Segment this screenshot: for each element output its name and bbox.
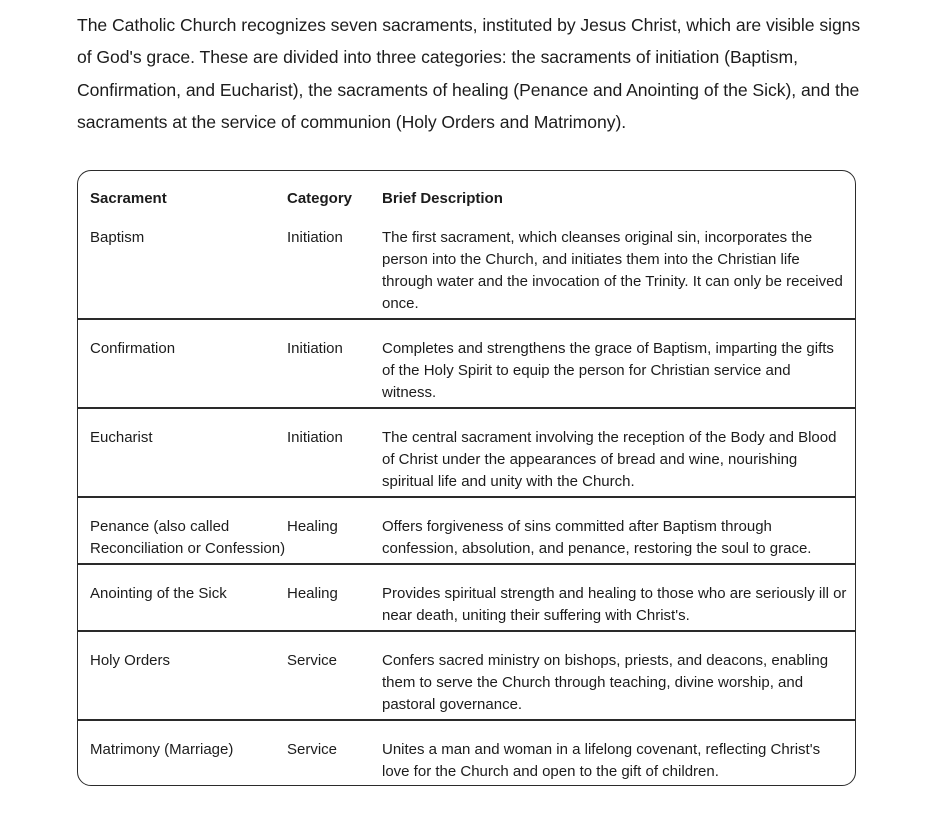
cell-category: Service [287, 631, 382, 720]
table-row [78, 564, 855, 631]
cell-description: Completes and strengthens the grace of Baptism, imparting the gifts of the Holy Spirit to equip the person for Christian service and witness. [382, 319, 855, 408]
cell-description: The first sacrament, which cleanses original sin, incorporates the person into the Church, and initiates them into the Christian life through water and the invocation of the Trinity. It can only be received once. [382, 219, 855, 319]
cell-description: The central sacrament involving the reception of the Body and Blood of Christ under the appearances of bread and wine, nourishing spiritual life and unity with the Church. [382, 408, 855, 497]
cell-sacrament: Anointing of the Sick [78, 564, 287, 631]
table-row [78, 631, 855, 720]
table-row [78, 497, 855, 564]
table-header-row [78, 171, 855, 219]
cell-description: Confers sacred ministry on bishops, priests, and deacons, enabling them to serve the Church through teaching, divine worship, and pastoral governance. [382, 631, 855, 720]
header-sacrament: Sacrament [90, 190, 167, 207]
table-row [78, 319, 855, 408]
cell-category: Service [287, 741, 338, 758]
cell-description: Offers forgiveness of sins committed after Baptism through confession, absolution, and penance, restoring the soul to grace. [382, 497, 855, 564]
cell-category: Healing [287, 564, 382, 631]
cell-sacrament: Penance (also called Reconciliation or Confession) [78, 497, 287, 564]
cell-description: Provides spiritual strength and healing to those who are seriously ill or near death, uniting their suffering with Christ's. [382, 564, 855, 631]
table-row [78, 219, 855, 319]
cell-sacrament: Matrimony (Marriage) [90, 741, 234, 758]
cell-description: Unites a man and woman in a lifelong covenant, reflecting Christ's love for the Church and open to the gift of children. [382, 741, 821, 780]
intro-paragraph: The Catholic Church recognizes seven sacraments, instituted by Jesus Christ, which are visible signs of God's grace. These are divided into three categories: the sacraments of initiation (Baptism, Confirmation, and Eucharist), the sacraments of healing (Penance and Anointing of the Sick), and the sacraments at the service of communion (Holy Orders and Matrimony). [77, 15, 861, 132]
cell-sacrament: Eucharist [78, 408, 287, 497]
sacraments-table-container [77, 170, 856, 786]
header-description: Brief Description [382, 190, 503, 207]
sacraments-table [78, 171, 855, 786]
cell-sacrament: Baptism [78, 219, 287, 319]
cell-category: Initiation [287, 408, 382, 497]
cell-category: Initiation [287, 319, 382, 408]
header-category: Category [287, 190, 353, 207]
table-row [78, 720, 855, 786]
cell-sacrament: Confirmation [78, 319, 287, 408]
cell-sacrament: Holy Orders [78, 631, 287, 720]
cell-category: Healing [287, 497, 382, 564]
table-row [78, 408, 855, 497]
cell-category: Initiation [287, 219, 382, 319]
